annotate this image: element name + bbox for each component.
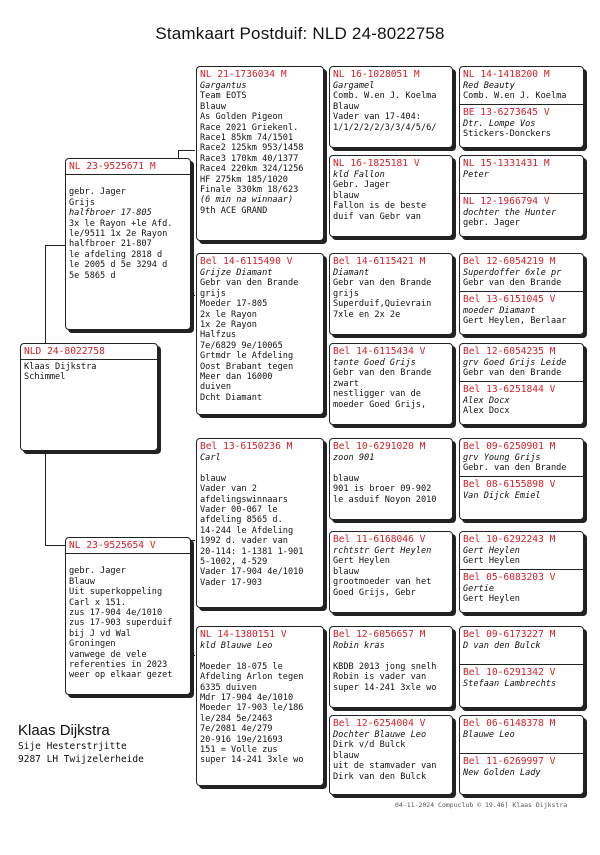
text-line: Blauw	[69, 576, 95, 587]
divider	[460, 291, 583, 292]
text-line: Gert Heylen	[333, 556, 390, 567]
gen4-pair-card	[459, 715, 584, 795]
text-line: Oost Brabant tegen	[200, 361, 294, 372]
connector-line	[45, 245, 46, 345]
dam-sire-card	[196, 438, 324, 608]
text-line: vanwege de vele	[69, 649, 147, 660]
ring-number: NL 16-1028051 M	[333, 69, 420, 80]
text-line: Vader van 2	[200, 484, 257, 495]
text-line: Groningen	[69, 639, 116, 650]
ring-number: Bel 12-6254004 V	[333, 718, 426, 729]
ring-number: Bel 14-6115434 V	[333, 346, 426, 357]
text-line: blauw	[200, 473, 226, 484]
text-line: 7e/2081 4e/279	[200, 724, 273, 735]
text-line	[200, 651, 320, 661]
text-line: Dirk v/d Bulck	[333, 740, 406, 751]
text-line: zwart	[333, 378, 359, 389]
ring-number: NL 14-1418200 M	[463, 69, 550, 80]
text-line: 901 is broer 09-902	[333, 484, 432, 495]
text-line: le asduif Noyon 2010	[333, 494, 437, 505]
text-line: zus 17-904 4e/1010	[69, 608, 163, 619]
text-line: Gert Heylen, Berlaar	[463, 316, 567, 327]
text-line: 5-1002, 4-529	[200, 557, 268, 568]
text-line: Gebr van den Brande	[463, 278, 562, 289]
pigeon-name: Van Dijck Emiel	[463, 490, 541, 501]
text-line: 9th ACE GRAND	[200, 205, 268, 216]
pigeon-name: D van den Bulck	[463, 641, 541, 651]
pigeon-name: Diamant	[333, 268, 370, 278]
ring-number: Bel 13-6150236 M	[200, 441, 293, 452]
gen4-pair-card	[459, 626, 584, 708]
divider	[460, 381, 583, 382]
connector-line	[45, 245, 65, 246]
text-line: blauw	[333, 473, 359, 484]
text-line: Moeder 18-075 le	[200, 661, 283, 672]
pigeon-name: kld Blauwe Leo	[200, 641, 273, 651]
text-line: Gert Heylen	[463, 556, 520, 567]
text-line: Moeder 17-805	[200, 299, 268, 310]
gen3-card	[329, 438, 453, 520]
divider	[460, 664, 583, 665]
ring-number: NL 23-9525654 V	[69, 540, 156, 551]
pigeon-name: zoon 901	[333, 453, 375, 463]
text-line: Race 2021 Griekenl.	[200, 122, 299, 133]
ring-number: NL 16-1825181 V	[333, 158, 420, 169]
pigeon-note-italic: (6 min na winnaar)	[200, 195, 294, 206]
text-line: Goed Grijs, Gebr	[333, 587, 416, 598]
text-line	[463, 778, 580, 788]
text-line: afdeling 8565 d.	[200, 515, 283, 526]
sire-dam-card	[196, 253, 324, 415]
ring-number: NL 12-1966794 V	[463, 195, 550, 207]
divider	[460, 476, 583, 477]
text-line: 14-244 le Afdeling	[200, 525, 294, 536]
text-line: Klaas Dijkstra	[24, 362, 97, 372]
text-line: 5e 5865 d	[69, 270, 116, 281]
divider	[66, 174, 190, 175]
text-line: moeder Goed Grijs,	[333, 399, 427, 410]
text-line: Gebr. Jager	[333, 180, 390, 191]
ring-number: Bel 14-6115421 M	[333, 256, 426, 267]
text-line: gebr. Jager	[69, 187, 126, 198]
text-line: blauw	[333, 750, 359, 761]
text-line	[463, 740, 580, 750]
footer-text: 04-11-2024 Compuclub © 19.46] Klaas Dijkstra	[395, 801, 568, 809]
text-line	[200, 463, 320, 473]
owner-block	[18, 722, 144, 766]
ring-number: BE 13-6273645 V	[463, 106, 550, 118]
gen3-card	[329, 155, 453, 237]
text-line: Afdeling Arlon tegen	[200, 672, 304, 683]
ring-number: Bel 10-6291020 M	[333, 441, 426, 452]
pigeon-name: dochter the Hunter	[463, 207, 557, 218]
ring-number: Bel 11-6168046 V	[333, 534, 426, 545]
text-line: afdelingswinnaars	[200, 494, 288, 505]
text-line: 2x le Rayon	[200, 309, 257, 320]
text-line: Blauw	[333, 101, 359, 112]
text-line: Gebr. van den Brande	[463, 463, 567, 474]
text-line: Moeder 17-903 le/186	[200, 703, 304, 714]
text-line	[463, 501, 580, 511]
text-line: Uit superkoppeling	[69, 587, 163, 598]
text-line: Gebr van den Brande	[333, 278, 432, 289]
text-line: Grtmdr le Afdeling	[200, 351, 294, 362]
text-line: Superduif,Quievrain	[333, 299, 432, 310]
text-line: 1992 d. vader van	[200, 536, 288, 547]
pigeon-name: rchtstr Gert Heylen	[333, 546, 432, 556]
text-line: nestligger van de	[333, 389, 421, 400]
text-line: super 14-241 3xle wo	[200, 755, 304, 766]
text-line: Comb. W.en J. Koelma	[333, 91, 437, 102]
pigeon-name: Red Beauty	[463, 81, 515, 91]
text-line: blauw	[333, 566, 359, 577]
text-line: As Golden Pigeon	[200, 112, 283, 123]
text-line: Stickers-Donckers	[463, 129, 551, 140]
text-line: duif van Gebr van	[333, 211, 421, 222]
text-line: Halfzus	[200, 330, 237, 341]
gen4-pair-card	[459, 155, 584, 237]
gen4-pair-card	[459, 438, 584, 520]
pigeon-name: Superdoffer 6xle pr	[463, 268, 562, 278]
text-line: Schimmel	[24, 372, 66, 383]
ring-number: Bel 08-6155898 V	[463, 478, 556, 490]
gen3-card	[329, 626, 453, 708]
text-line	[333, 463, 449, 473]
pigeon-name: Peter	[463, 170, 489, 180]
text-line: le/284 5e/2463	[200, 713, 273, 724]
text-line: grijs	[333, 288, 359, 299]
ring-number: NL 23-9525671 M	[69, 161, 156, 172]
text-line: Grijs	[69, 197, 95, 208]
pigeon-name: Gargantus	[200, 81, 247, 91]
pigeon-name: Gargamel	[333, 81, 375, 91]
pigeon-name: Grijze Diamant	[200, 268, 273, 278]
text-line: Dcht Diamant	[200, 392, 263, 403]
text-line: Fallon is de beste	[333, 201, 427, 212]
text-line: referenties in 2023	[69, 660, 168, 671]
text-line	[463, 180, 580, 190]
gen4-pair-card	[459, 66, 584, 148]
text-line: HF 275km 185/1020	[200, 174, 288, 185]
gen3-card	[329, 66, 453, 148]
text-line: Team EOTS	[200, 91, 247, 102]
text-line: blauw	[333, 190, 359, 201]
pigeon-name: grv Goed Grijs Leide	[463, 358, 567, 368]
text-line: Alex Docx	[463, 406, 510, 417]
text-line: Vader 00-067 le	[200, 505, 278, 516]
text-line: le 2005 d 5e 3294 d	[69, 260, 168, 271]
text-line: 6335 duiven	[200, 682, 257, 693]
text-line: 1x 2e Rayon	[200, 320, 257, 331]
pigeon-name: Robin kras	[333, 641, 385, 651]
pigeon-name: kld Fallon	[333, 170, 385, 180]
text-line: KBDB 2013 jong snelh	[333, 661, 437, 672]
text-line: Blauw	[200, 101, 226, 112]
pigeon-name: Carl	[200, 453, 221, 463]
ring-number: Bel 14-6115490 V	[200, 256, 293, 267]
text-line: Gebr van den Brande	[463, 368, 562, 379]
text-line: 151 = Volle zus	[200, 745, 278, 756]
ring-number: Bel 13-6251844 V	[463, 383, 556, 395]
gen3-card	[329, 253, 453, 335]
text-line	[69, 177, 187, 187]
text-line: 3x le Rayon +le Afd.	[69, 218, 173, 229]
text-line: Meer dan 16000	[200, 372, 273, 383]
text-line: Vader 17-903	[200, 577, 263, 588]
connector-line	[45, 452, 46, 545]
owner-city: 9287 LH Twijzelerheide	[18, 754, 144, 765]
gen4-pair-card	[459, 343, 584, 425]
ring-number: Bel 12-6054219 M	[463, 256, 556, 267]
gen3-card	[329, 343, 453, 425]
text-line: zus 17-903 superduif	[69, 618, 173, 629]
text-line: 20-916 19e/21693	[200, 734, 283, 745]
pigeon-name: Dochter Blauwe Leo	[333, 730, 427, 740]
ring-number: NL 21-1736034 M	[200, 69, 287, 80]
text-line: Carl x 151.	[69, 597, 126, 608]
ring-number: Bel 10-6292243 M	[463, 534, 556, 545]
pigeon-name: Alex Docx	[463, 395, 510, 406]
text-line: gebr. Jager	[69, 566, 126, 577]
subject-card	[20, 343, 158, 451]
text-line: weer op elkaar gezet	[69, 670, 173, 681]
divider	[460, 753, 583, 754]
pigeon-name: New Golden Lady	[463, 767, 541, 778]
pigeon-name: moeder Diamant	[463, 305, 536, 316]
gen4-pair-card	[459, 253, 584, 335]
ring-number: Bel 12-6056657 M	[333, 629, 426, 640]
text-line	[463, 651, 580, 661]
ring-number: Bel 09-6250901 M	[463, 441, 556, 452]
ring-number: Bel 12-6054235 M	[463, 346, 556, 357]
text-line: grootmoeder van het	[333, 577, 432, 588]
pigeon-name: Blauwe Leo	[463, 730, 515, 740]
ring-number: NL 15-1331431 M	[463, 158, 550, 169]
divider	[460, 569, 583, 570]
connector-line	[45, 545, 65, 546]
text-line: grijs	[200, 288, 226, 299]
ring-number: NL 14-1380151 V	[200, 629, 287, 640]
ring-number: Bel 06-6148378 M	[463, 718, 556, 729]
pigeon-name: Dtr. Lompe Vos	[463, 118, 536, 129]
pigeon-name: Stefaan Lambrechts	[463, 678, 557, 689]
divider	[66, 553, 190, 554]
owner-name: Klaas Dijkstra	[18, 722, 110, 739]
pigeon-name: Gert Heylen	[463, 546, 520, 556]
text-line: Gert Heylen	[463, 594, 520, 605]
divider	[460, 104, 583, 105]
dam-dam-card	[196, 626, 324, 786]
text-line: Finale 330km 18/623	[200, 185, 299, 196]
divider	[21, 359, 157, 360]
text-line: Vader van 17-404:	[333, 112, 421, 123]
text-line: Robin is vader van	[333, 672, 427, 683]
text-line: Dirk van den Bulck	[333, 771, 427, 782]
text-line: le afdeling 2818 d	[69, 249, 163, 260]
text-line: 20-114: 1-1381 1-901	[200, 546, 304, 557]
connector-line	[178, 150, 195, 151]
text-line: uit de stamvader van	[333, 761, 437, 772]
pigeon-name: tante Goed Grijs	[333, 358, 416, 368]
text-line: Gebr van den Brande	[200, 278, 299, 289]
ring-number: Bel 10-6291342 V	[463, 666, 556, 678]
text-line: Vader 17-904 4e/1010	[200, 567, 304, 578]
text-line	[463, 689, 580, 699]
text-line: bij J vd Wal	[69, 628, 132, 639]
text-line: Race4 220km 324/1256	[200, 164, 304, 175]
text-line: Race2 125km 953/1458	[200, 143, 304, 154]
pigeon-name: Gertie	[463, 583, 495, 594]
gen4-pair-card	[459, 531, 584, 613]
text-line: halfbroer 21-807	[69, 239, 152, 250]
text-line: gebr. Jager	[463, 218, 520, 229]
text-line: 7e/6829 9e/10065	[200, 340, 283, 351]
text-line	[333, 651, 449, 661]
text-line: super 14-241 3xle wo	[333, 682, 437, 693]
ring-number: Bel 05-6083203 V	[463, 571, 556, 583]
gen3-card	[329, 715, 453, 795]
owner-street: Sije Hesterstrjitte	[18, 741, 127, 752]
pigeon-name: grv Young Grijs	[463, 453, 541, 463]
text-line: Mdr 17-904 4e/1010	[200, 693, 294, 704]
dam-card	[65, 537, 191, 695]
divider	[460, 193, 583, 194]
text-line: 1/1/2/2/2/3/3/4/5/6/	[333, 122, 437, 133]
gen3-card	[329, 531, 453, 613]
text-line: Race3 170km 40/1377	[200, 153, 299, 164]
ring-number: NLD 24-8022758	[24, 346, 105, 357]
ring-number: Bel 09-6173227 M	[463, 629, 556, 640]
ring-number: Bel 13-6151045 V	[463, 293, 556, 305]
text-line: Comb. W.en J. Koelma	[463, 91, 567, 102]
page-title: Stamkaart Postduif: NLD 24-8022758	[155, 24, 445, 43]
text-line: Race1 85km 74/1501	[200, 133, 294, 144]
sire-card	[65, 158, 191, 330]
text-line: 7xle en 2x 2e	[333, 309, 401, 320]
text-line	[69, 556, 187, 566]
sire-sire-card	[196, 66, 324, 241]
ring-number: Bel 11-6269997 V	[463, 755, 556, 767]
text-line: duiven	[200, 382, 232, 393]
pigeon-note-italic: halfbroer 17-805	[69, 208, 152, 219]
text-line: le/9511 1x 2e Rayon	[69, 229, 168, 240]
text-line: Gebr van den Brande	[333, 368, 432, 379]
